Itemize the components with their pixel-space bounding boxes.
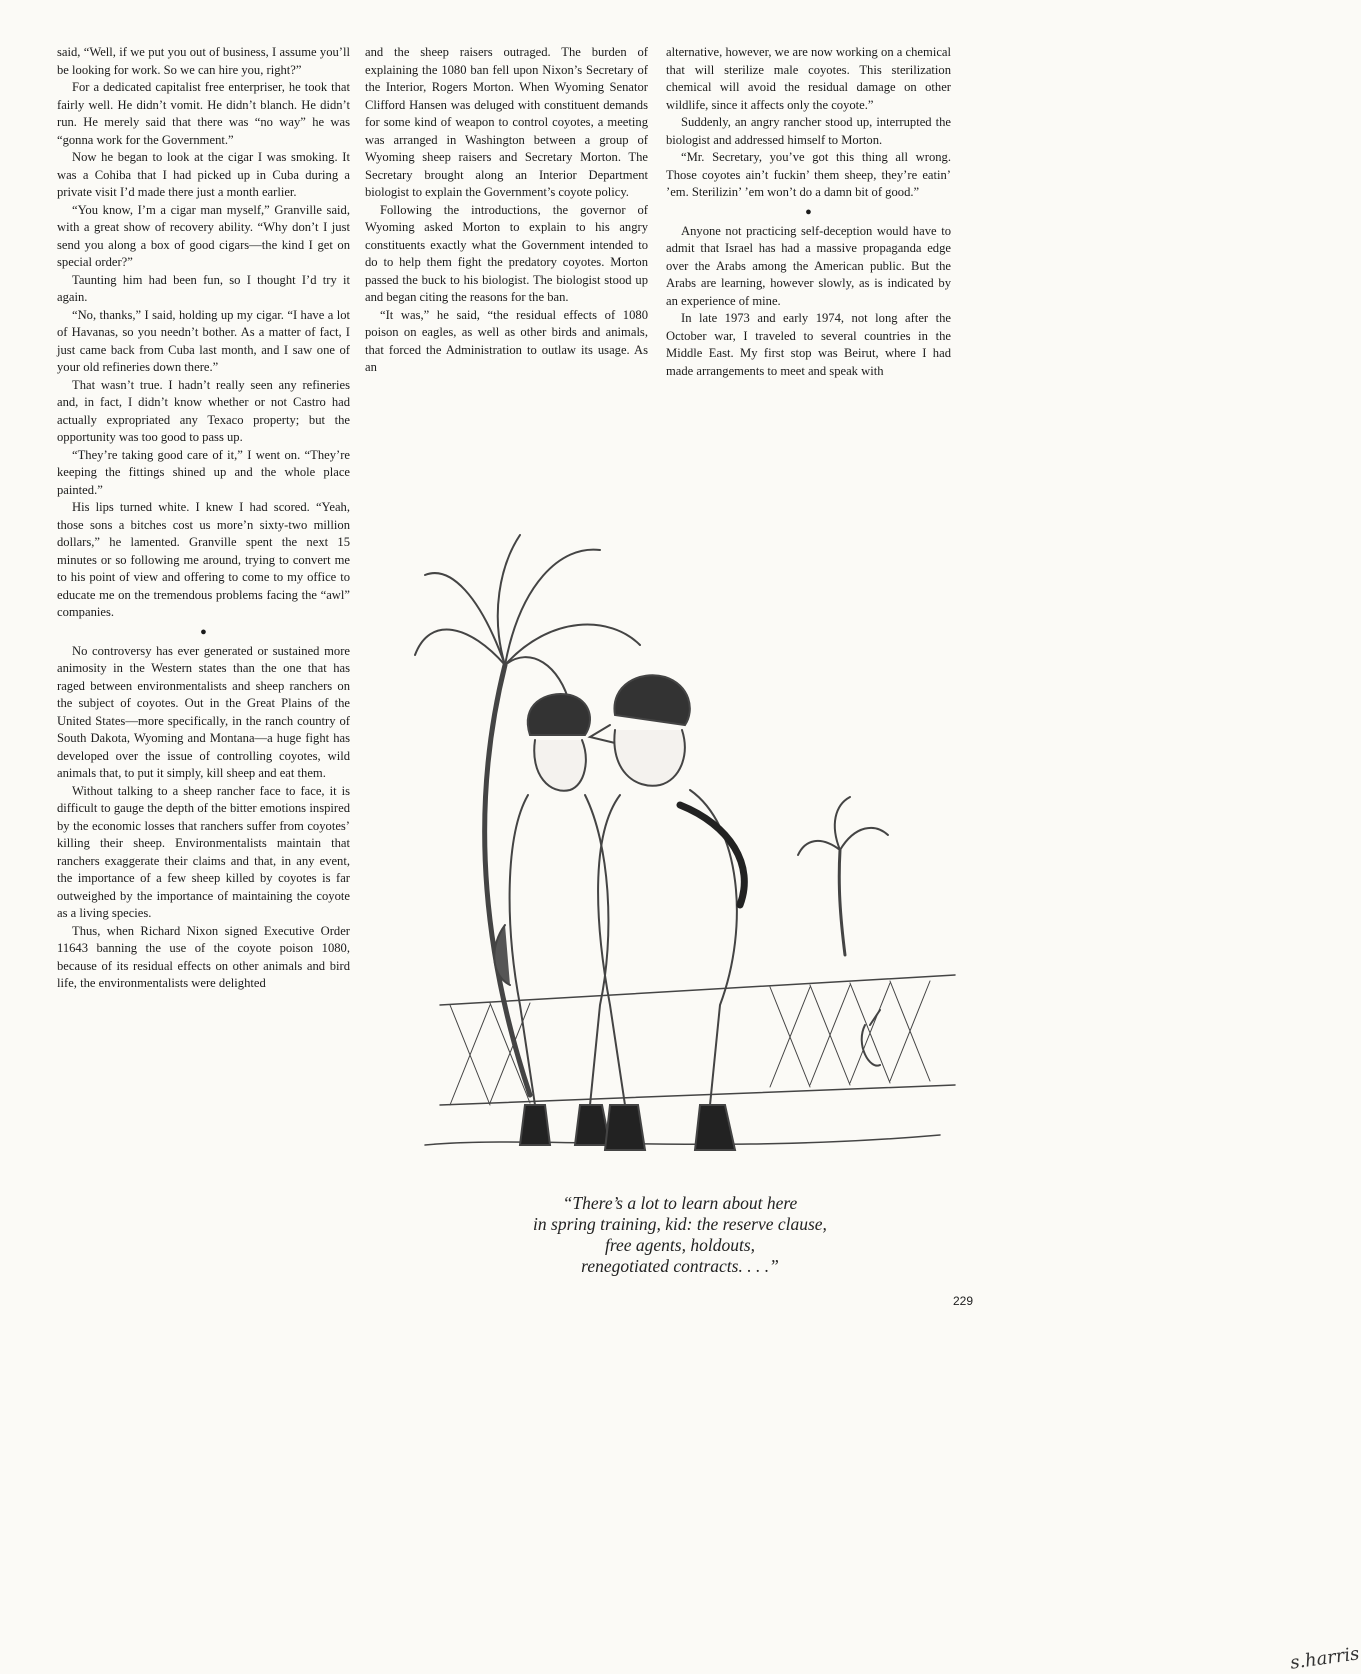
paragraph: “You know, I’m a cigar man myself,” Granville said, with a great show of recovery ability. “Why don’t I just send you along a box of good cigars—the kind I get on special order?”	[57, 202, 350, 269]
paragraph: Following the introductions, the governor of Wyoming asked Morton to explain to his angry constituents exactly what the Government intended to do to help them fight the predatory coyotes. Morton passed the buck to his biologist. The biologist stood up and began citing the reasons for the ban.	[365, 202, 648, 304]
paragraph: Now he began to look at the cigar I was smoking. It was a Cohiba that I had picked up in Cuba during a private visit I’d made there just a month earlier.	[57, 150, 350, 199]
paragraph: “Mr. Secretary, you’ve got this thing all wrong. Those coyotes ain’t fuckin’ them sheep, they’re eatin’ ’em. Sterilizin’ ’em won’t do a damn bit of good.”	[666, 150, 951, 199]
paragraph: “It was,” he said, “the residual effects of 1080 poison on eagles, as well as other birds and animals, that forced the Administration to outlaw its usage. As an	[365, 307, 648, 374]
caption-line: in spring training, kid: the reserve clause,	[533, 1214, 827, 1234]
paragraph: said, “Well, if we put you out of business, I assume you’ll be looking for work. So we can hire you, right?”	[57, 45, 350, 77]
section-divider-bullet: ●	[200, 625, 207, 638]
paragraph: Taunting him had been fun, so I thought I’d try it again.	[57, 272, 350, 304]
paragraph: For a dedicated capitalist free enterpriser, he took that fairly well. He didn’t vomit. He didn’t blanch. He didn’t run. He merely said that there was “no way” he was “gonna work for the Government.”	[57, 80, 350, 147]
paragraph: No controversy has ever generated or sustained more animosity in the Western states than the one that has raged between environmentalists and sheep ranchers on the subject of coyotes. Out in the Great Plains of the United States—more specifically, in the ranch country of South Dakota, Wyoming and Montana—a huge fight has developed over the issue of controlling coyotes, wild animals that, to put it simply, kill sheep and eat them.	[57, 643, 350, 780]
paragraph: In late 1973 and early 1974, not long after the October war, I traveled to several countries in the Middle East. My first stop was Beirut, where I had made arrangements to meet and speak with	[666, 311, 951, 378]
paragraph: Anyone not practicing self-deception would have to admit that Israel has had a massive propaganda edge over the Arabs among the American public. But the Arabs are learning, however slowly, as is indicated by an experience of mine.	[666, 223, 951, 308]
paragraph: and the sheep raisers outraged. The burden of explaining the 1080 ban fell upon Nixon’s Secretary of the Interior, Rogers Morton. When Wyoming Senator Clifford Hansen was deluged with constituent demands for some kind of weapon to control coyotes, a meeting was arranged in Washington between a group of Wyoming sheep raisers and Secretary Morton. The Secretary brought along an Interior Department biologist to explain the Government’s coyote policy.	[365, 45, 648, 199]
cartoonist-signature: s.harris	[1288, 1643, 1361, 1674]
paragraph: His lips turned white. I knew I had scored. “Yeah, those sons a bitches cost us more’n sixty-two million dollars,” he lamented. Granville spent the next 15 minutes or so following me around, trying to convert me to his point of view and offering to come to my office to educate me on the tremendous problems facing the “awl” companies.	[57, 500, 350, 619]
caption-line: “There’s a lot to learn about here	[562, 1193, 798, 1213]
paragraph: Without talking to a sheep rancher face to face, it is difficult to gauge the depth of the bitter emotions inspired by the economic losses that ranchers suffer from coyotes’ killing their sheep. Environmentalists maintain that ranchers exaggerate their claims and that, in any event, the importance of a few sheep killed by coyotes is far outweighed by the importance of maintaining the coyote as a living species.	[57, 783, 350, 920]
paragraph: That wasn’t true. I hadn’t really seen any refineries and, in fact, I didn’t know whether or not Castro had actually expropriated any Texaco property; but the opportunity was too good to pass up.	[57, 377, 350, 444]
text-column-1	[57, 44, 350, 993]
paragraph: “No, thanks,” I said, holding up my cigar. “I have a lot of Havanas, so you needn’t bother. As a matter of fact, I just came back from Cuba last month, and I saw one of your old refineries down there.”	[57, 307, 350, 374]
paragraph: “They’re taking good care of it,” I went on. “They’re keeping the fittings shined up and the whole place painted.”	[57, 447, 350, 497]
text-column-2	[365, 44, 648, 377]
caption-line: renegotiated contracts. . . .”	[581, 1256, 779, 1276]
section-divider-bullet: ●	[805, 205, 812, 218]
text-column-3	[666, 44, 951, 380]
paragraph: Suddenly, an angry rancher stood up, interrupted the biologist and addressed himself to Morton.	[666, 115, 951, 147]
baseball-players-drawing	[410, 505, 955, 1190]
caption-line: free agents, holdouts,	[604, 1235, 756, 1255]
cartoon-caption	[405, 1193, 955, 1277]
paragraph: Thus, when Richard Nixon signed Executive Order 11643 banning the use of the coyote poison 1080, because of its residual effects on other animals and bird life, the environmentalists were delighted	[57, 923, 350, 990]
page-number: 229	[953, 1294, 974, 1308]
paragraph: alternative, however, we are now working on a chemical that will sterilize male coyotes. This sterilization chemical will avoid the residual damage on other wildlife, since it affects only the coyote.”	[666, 45, 951, 112]
